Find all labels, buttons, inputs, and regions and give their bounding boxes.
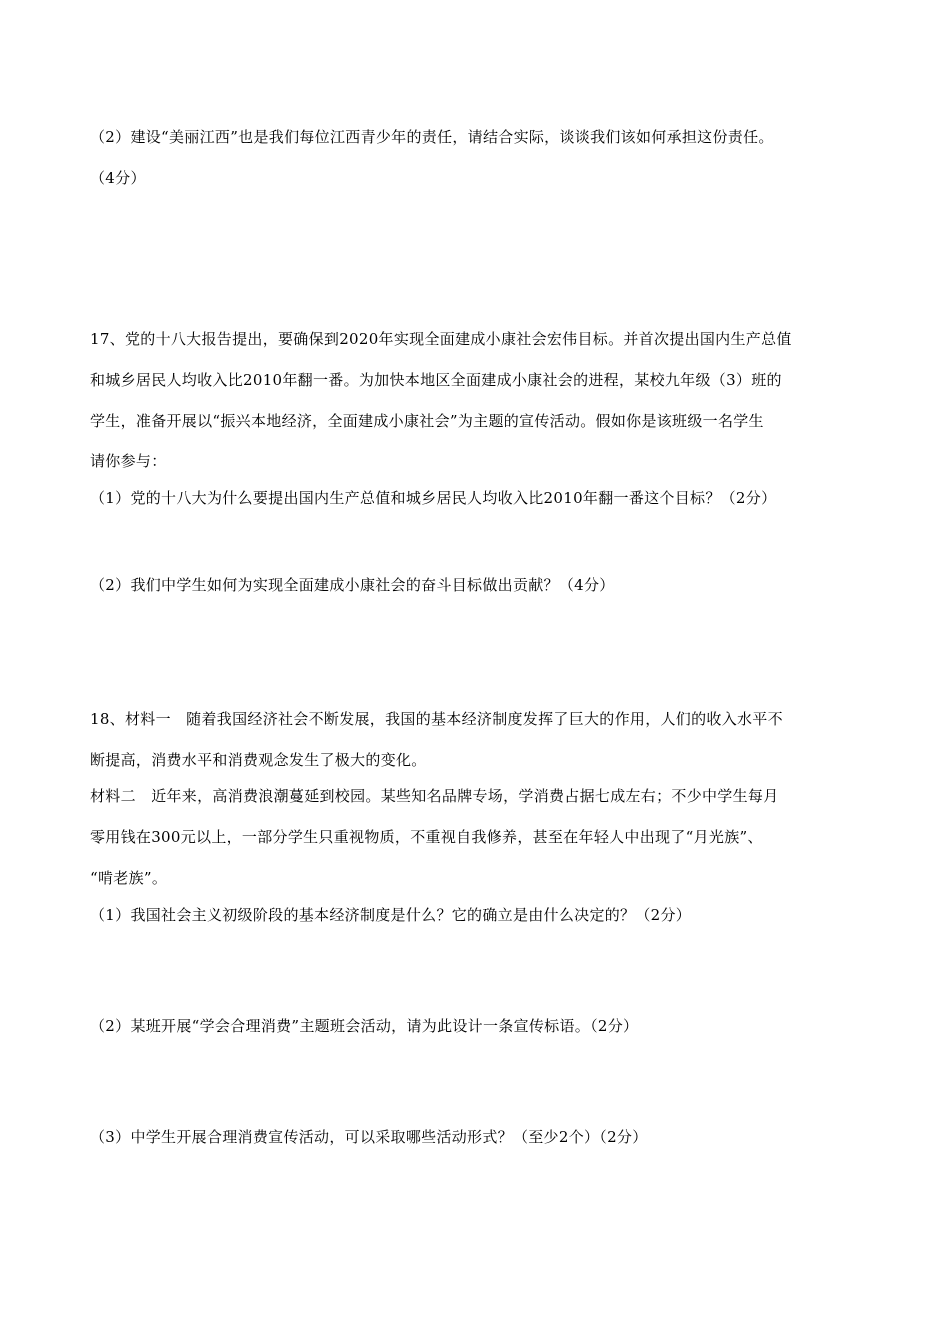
question-18-material-1-line-1: 18、材料一 随着我国经济社会不断发展，我国的基本经济制度发挥了巨大的作用，人们的收入水平不 xyxy=(90,710,783,728)
question-17-part-2: （2）我们中学生如何为实现全面建成小康社会的奋斗目标做出贡献？（4分） xyxy=(90,576,615,594)
question-16-part-2: （2）建设“美丽江西”也是我们每位江西青少年的责任，请结合实际，谈谈我们该如何承担这份责任。 xyxy=(90,128,774,146)
question-18-material-2-line-3: “啃老族”。 xyxy=(90,869,168,887)
question-17-stem-line-3: 学生，准备开展以“振兴本地经济，全面建成小康社会”为主题的宣传活动。假如你是该班级一名学生 xyxy=(90,412,764,430)
question-18-material-1-line-2: 断提高，消费水平和消费观念发生了极大的变化。 xyxy=(90,751,427,769)
question-16-part-2-score: （4分） xyxy=(90,169,146,187)
question-17-stem-line-4: 请你参与： xyxy=(90,452,167,470)
question-18-part-1: （1）我国社会主义初级阶段的基本经济制度是什么？它的确立是由什么决定的？（2分） xyxy=(90,906,692,924)
question-17-part-1: （1）党的十八大为什么要提出国内生产总值和城乡居民人均收入比2010年翻一番这个目标？（2分） xyxy=(90,489,777,507)
question-17-stem-line-2: 和城乡居民人均收入比2010年翻一番。为加快本地区全面建成小康社会的进程，某校九年级（3）班的 xyxy=(90,371,782,389)
question-18-part-2: （2）某班开展“学会合理消费”主题班会活动，请为此设计一条宣传标语。（2分） xyxy=(90,1017,639,1035)
question-18-material-2-line-1: 材料二 近年来，高消费浪潮蔓延到校园。某些知名品牌专场，学消费占据七成左右；不少中学生每月 xyxy=(90,787,779,805)
question-17-stem-line-1: 17、党的十八大报告提出，要确保到2020年实现全面建成小康社会宏伟目标。并首次提出国内生产总值 xyxy=(90,330,792,348)
question-18-material-2-line-2: 零用钱在300元以上，一部分学生只重视物质，不重视自我修养，甚至在年轻人中出现了“月光族”、 xyxy=(90,828,763,846)
question-18-part-3: （3）中学生开展合理消费宣传活动，可以采取哪些活动形式？（至少2个）（2分） xyxy=(90,1128,648,1146)
